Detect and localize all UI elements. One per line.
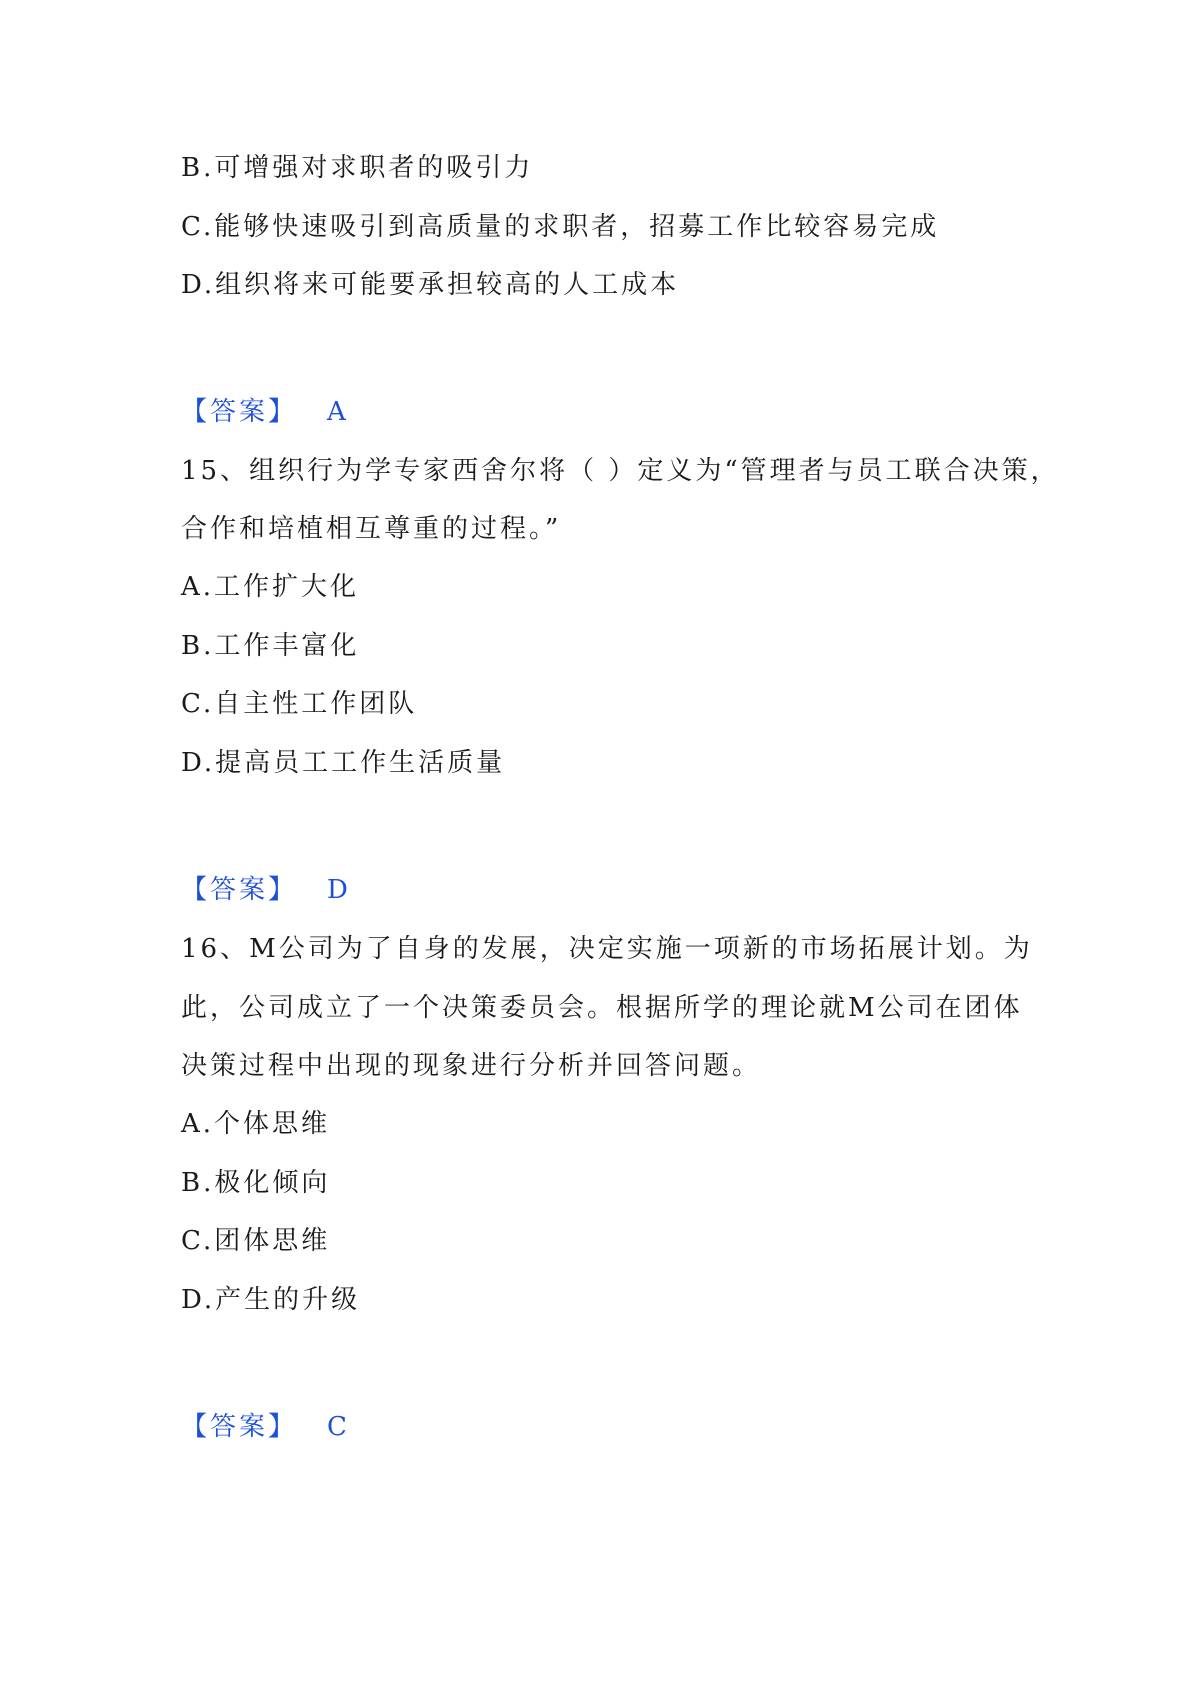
question-stem: 15、组织行为学专家西舍尔将（ ）定义为“管理者与员工联合决策， xyxy=(181,456,1060,486)
option-c: C.自主性工作团队 xyxy=(181,689,418,719)
question-stem: 此，公司成立了一个决策委员会。根据所学的理论就M公司在团体 xyxy=(181,993,1023,1023)
question-stem: 决策过程中出现的现象进行分析并回答问题。 xyxy=(181,1051,762,1081)
option-d: D.产生的升级 xyxy=(181,1285,361,1315)
answer-line xyxy=(181,396,346,428)
question-stem: 16、M公司为了自身的发展，决定实施一项新的市场拓展计划。为 xyxy=(181,934,1033,964)
option-b: B.极化倾向 xyxy=(181,1168,331,1198)
option-b: B.工作丰富化 xyxy=(181,631,360,661)
option-d: D.提高员工工作生活质量 xyxy=(181,748,506,778)
option-a: A.工作扩大化 xyxy=(181,572,360,602)
answer-line xyxy=(181,1411,347,1443)
answer-label: 【答案】 xyxy=(181,397,298,427)
question-stem: 合作和培植相互尊重的过程。” xyxy=(181,514,562,544)
answer-line xyxy=(181,874,348,906)
answer-value: A xyxy=(327,397,346,427)
option-a: A.个体思维 xyxy=(181,1109,331,1139)
option-d: D.组织将来可能要承担较高的人工成本 xyxy=(181,270,680,300)
answer-label: 【答案】 xyxy=(181,875,298,905)
option-b: B.可增强对求职者的吸引力 xyxy=(181,153,534,183)
option-c: C.能够快速吸引到高质量的求职者，招募工作比较容易完成 xyxy=(181,212,940,242)
answer-value: D xyxy=(327,875,348,905)
option-c: C.团体思维 xyxy=(181,1226,331,1256)
answer-label: 【答案】 xyxy=(181,1412,298,1442)
answer-value: C xyxy=(327,1412,347,1442)
